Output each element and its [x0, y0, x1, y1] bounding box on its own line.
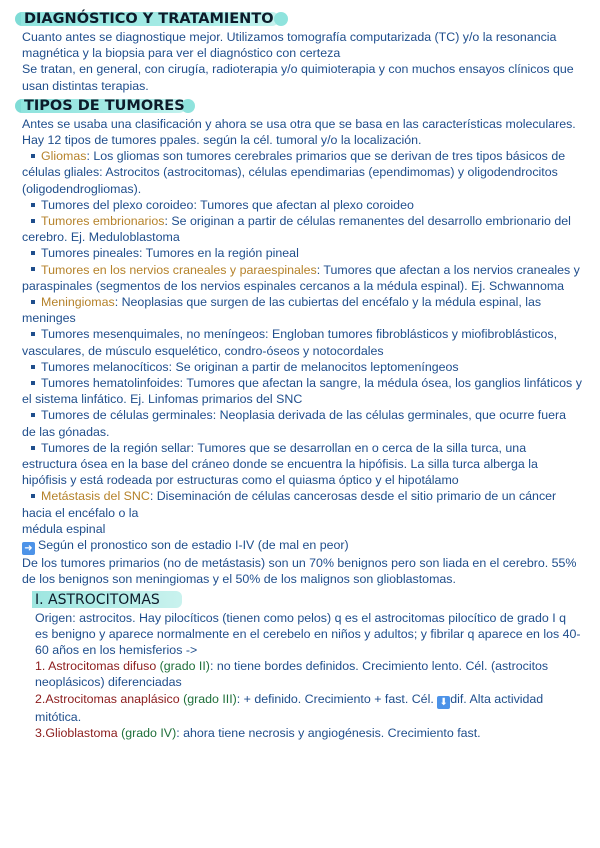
item-grade: (grado II)	[156, 659, 210, 674]
subsection-header-astrocitomas	[32, 590, 600, 610]
item-text: : Tumores que afectan a los nervios craneales y paraspinales (segmentos de los nervios espinales cercanos a la médula espinal). Ej. Schwannoma	[22, 262, 580, 293]
bullet-icon	[31, 365, 35, 369]
item-text: : Neoplasias que surgen de las cubiertas del encéfalo y la médula espinal, las meninges	[22, 295, 542, 326]
bullet-icon	[31, 267, 35, 271]
item-text: : Se originan a partir de células remanentes del desarrollo embrionario del cerebro. Ej. Meduloblastoma	[22, 214, 571, 245]
list-item	[22, 359, 582, 375]
down-arrow-icon: ⬇	[437, 696, 450, 709]
prognosis-line	[22, 537, 582, 555]
list-item	[22, 440, 582, 489]
term: Tumores embrionarios	[41, 214, 165, 229]
astro-item-3	[35, 725, 582, 741]
item-number: 3.Glioblastoma	[35, 725, 118, 740]
item-text: : Diseminación de células cancerosas desde el sitio primario de un cáncer hacia el encéfalo o la	[22, 489, 557, 520]
term: Meningiomas	[41, 295, 115, 310]
item-number: 2.Astrocitomas anaplásico	[35, 691, 180, 706]
right-arrow-icon: ➜	[22, 542, 35, 555]
section-header-tipos	[15, 97, 600, 116]
list-item	[22, 326, 582, 358]
bullet-icon	[31, 494, 35, 498]
bullet-icon	[31, 203, 35, 207]
list-item	[22, 407, 582, 439]
section-title: TIPOS DE TUMORES	[24, 97, 185, 114]
item-text: Tumores mesenquimales, no meníngeos: Engloban tumores fibroblásticos y miofibroblásticos, vasculares, de músculo esquelético, condro-óseos y notocordales	[22, 327, 558, 358]
paragraph-diagnostico: Cuanto antes se diagnostique mejor. Utilizamos tomografía computarizada (TC) y/o la resonancia magnética y la biopsia para ver el diagnóstico con certeza	[22, 30, 557, 61]
section-title: DIAGNÓSTICO Y TRATAMIENTO	[24, 11, 274, 27]
bullet-icon	[31, 381, 35, 385]
list-item	[22, 294, 582, 326]
item-text: : ahora tiene necrosis y angiogénesis. Crecimiento fast.	[176, 725, 481, 740]
subsection-title: I. ASTROCITOMAS	[35, 591, 160, 608]
continuation-text: médula espinal	[22, 521, 106, 536]
section-header-diagnostico	[15, 10, 600, 29]
paragraph-intro: Antes se usaba una clasificación y ahora se usa otra que se basa en las características moleculares. Hay 12 tipos de tumores ppales. según la cél. tumoral y/o la localización.	[22, 116, 576, 148]
term: Metástasis del SNC	[41, 489, 150, 504]
bullet-icon	[31, 251, 35, 255]
list-item	[22, 262, 582, 294]
item-text: Tumores del plexo coroideo: Tumores que afectan al plexo coroideo	[41, 197, 414, 212]
item-grade: (grado III)	[179, 691, 237, 706]
list-item	[22, 148, 582, 197]
item-grade: (grado IV)	[117, 725, 177, 740]
item-text: Tumores de células germinales: Neoplasia derivada de las células germinales, que ocurre fuera de las gónadas.	[22, 408, 567, 439]
item-number: 1. Astrocitomas difuso	[35, 659, 157, 674]
list-item	[22, 197, 582, 213]
bullet-icon	[31, 413, 35, 417]
header-endcap	[274, 12, 288, 26]
paragraph-origen: Origen: astrocitos. Hay pilocíticos (tienen como pelos) q es el astrocitomas pilocítico de grado I q es benigno y aparece normalmente en el cerebelo en niños y adultos; y fibrilar q aparece en los 40-60 años en los hemisferios ->	[35, 610, 581, 657]
list-item	[22, 213, 582, 245]
bullet-icon	[31, 332, 35, 336]
astro-item-1	[35, 658, 582, 690]
list-item	[22, 375, 582, 407]
item-text: : + definido. Crecimiento + fast. Cél.	[236, 691, 438, 706]
item-text: : no tiene bordes definidos. Crecimiento lento. Cél. (astrocitos neoplásicos) diferenciadas	[35, 659, 549, 690]
item-text: : Los gliomas son tumores cerebrales primarios que se derivan de tres tipos básicos de células gliales: Astrocitos (astrocitomas), células ependimarias (ependimomas) y oligodendrocitos (oligodendrogliomas).	[22, 149, 566, 196]
item-text: Tumores hematolinfoides: Tumores que afectan la sangre, la médula ósea, los ganglios linfáticos y el sistema linfático. Ej. Linfomas primarios del SNC	[22, 376, 582, 407]
bullet-icon	[31, 300, 35, 304]
bullet-icon	[31, 219, 35, 223]
item-text: Tumores pineales: Tumores en la región pineal	[41, 246, 299, 261]
astro-item-2	[35, 691, 582, 725]
term: Tumores en los nervios craneales y paraespinales	[41, 262, 317, 277]
prognosis-text: Según el pronostico son de estadio I-IV (de mal en peor)	[38, 538, 349, 553]
list-item	[22, 488, 582, 520]
term: Gliomas	[41, 149, 87, 164]
item-text: Tumores de la región sellar: Tumores que se desarrollan en o cerca de la silla turca, una estructura ósea en la base del cráneo donde se encuentra la hipófisis. La silla turca alberga la hipófisis y está rodeada por estructuras como el quiasma óptico y el hipotálamo	[22, 440, 538, 488]
item-text: dif. Alta actividad mitótica.	[35, 691, 544, 724]
bullet-icon	[31, 154, 35, 158]
paragraph-stats: De los tumores primarios (no de metástasis) son un 70% benignos pero son liada en el cerebro. 55% de los benignos son meningiomas y el 50% de los malignos son glioblastomas.	[22, 556, 577, 587]
bullet-icon	[31, 446, 35, 450]
paragraph-tratamiento: Se tratan, en general, con cirugía, radioterapia y/o quimioterapia y con muchos ensayos clínicos que usan distintas terapias.	[22, 62, 574, 93]
list-item	[22, 245, 582, 261]
item-text: Tumores melanocíticos: Se originan a partir de melanocitos leptomeníngeos	[41, 359, 459, 374]
